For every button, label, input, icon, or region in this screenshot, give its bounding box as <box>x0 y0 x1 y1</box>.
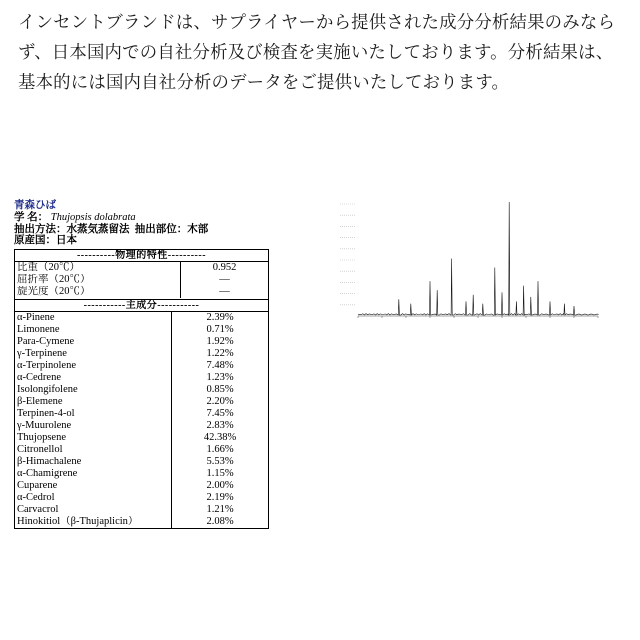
table-row <box>15 480 268 492</box>
table-row <box>15 432 268 444</box>
table-row <box>15 444 268 456</box>
extraction-value: 水蒸気蒸留法 <box>66 223 130 235</box>
component-value: 7.48% <box>206 359 234 371</box>
table-row <box>15 420 268 432</box>
origin-value: 日本 <box>56 235 77 246</box>
component-value: 2.83% <box>206 419 234 431</box>
property-label: 旋光度（20℃） <box>15 286 181 298</box>
extraction-line <box>14 224 269 236</box>
table-row <box>15 468 268 480</box>
component-value: 2.20% <box>206 395 234 407</box>
component-name: Isolongifolene <box>15 384 172 396</box>
oil-name: 青森ひば <box>14 200 56 211</box>
component-name: α-Cedrol <box>15 492 172 504</box>
component-name: α-Chamigrene <box>15 468 172 480</box>
property-label: 比重（20℃） <box>15 262 181 274</box>
component-name: Citronellol <box>15 444 172 456</box>
component-value: 2.08% <box>206 515 234 527</box>
property-value: — <box>219 285 230 297</box>
component-value: 2.39% <box>206 311 234 323</box>
component-value: 2.00% <box>206 479 234 491</box>
component-value: 1.92% <box>206 335 234 347</box>
table-row <box>15 336 268 348</box>
table-row <box>15 324 268 336</box>
table-row <box>15 492 268 504</box>
table-row <box>15 274 268 286</box>
component-value: 1.15% <box>206 467 234 479</box>
table-row <box>15 408 268 420</box>
component-name: Para-Cymene <box>15 336 172 348</box>
component-value: 0.71% <box>206 323 234 335</box>
chromatogram <box>332 190 602 330</box>
component-name: Terpinen-4-ol <box>15 408 172 420</box>
analysis-sheet <box>14 200 269 529</box>
physical-properties <box>15 262 268 300</box>
component-name: α-Cedrene <box>15 372 172 384</box>
table-row <box>15 516 268 528</box>
component-name: γ-Muurolene <box>15 420 172 432</box>
scientific-name: Thujopsis dolabrata <box>50 212 136 223</box>
component-value: 2.19% <box>206 491 234 503</box>
component-name: β-Elemene <box>15 396 172 408</box>
property-value: — <box>219 273 230 285</box>
component-value: 0.85% <box>206 383 234 395</box>
part-value: 木部 <box>187 223 209 235</box>
extraction-label: 抽出方法： <box>14 223 67 235</box>
component-name: Carvacrol <box>15 504 172 516</box>
chromatogram-trace <box>358 202 599 315</box>
origin-line <box>14 235 269 247</box>
component-value: 1.66% <box>206 443 234 455</box>
analysis-table <box>14 249 269 529</box>
component-name: Limonene <box>15 324 172 336</box>
table-row <box>15 384 268 396</box>
component-name: Hinokitiol（β-Thujaplicin） <box>15 516 172 528</box>
chromatogram-plot <box>332 190 602 330</box>
scientific-label: 学 名： <box>14 212 49 223</box>
component-name: Cuparene <box>15 480 172 492</box>
components-list <box>15 312 268 528</box>
origin-label: 原産国： <box>14 235 56 246</box>
table-row <box>15 504 268 516</box>
table-row <box>15 360 268 372</box>
table-row <box>15 456 268 468</box>
table-row <box>15 262 268 274</box>
property-value: 0.952 <box>212 261 237 273</box>
intro-text: インセントブランドは、サプライヤーから提供された成分分析結果のみならず、日本国内での自社分析及び検査を実施いたしております。分析結果は、基本的には国内自社分析のデータをご提供いたしております。 <box>18 13 616 93</box>
component-value: 1.22% <box>206 347 234 359</box>
component-value: 1.21% <box>206 503 234 515</box>
component-value: 1.23% <box>206 371 234 383</box>
component-value: 7.45% <box>206 407 234 419</box>
table-row <box>15 372 268 384</box>
component-name: β-Himachalene <box>15 456 172 468</box>
component-value: 42.38% <box>203 431 237 443</box>
scientific-name-line <box>14 212 269 224</box>
component-name: γ-Terpinene <box>15 348 172 360</box>
table-row <box>15 312 268 324</box>
table-row <box>15 348 268 360</box>
component-name: α-Pinene <box>15 312 172 324</box>
components-header: -----------主成分----------- <box>15 300 268 312</box>
part-label: 抽出部位： <box>134 223 188 235</box>
component-value: 5.53% <box>206 455 234 467</box>
component-name: α-Terpinolene <box>15 360 172 372</box>
property-label: 屈折率（20℃） <box>15 274 181 286</box>
table-row <box>15 396 268 408</box>
physical-properties-header: ----------物理的特性---------- <box>15 250 268 262</box>
component-name: Thujopsene <box>15 432 172 444</box>
table-row <box>15 286 268 298</box>
